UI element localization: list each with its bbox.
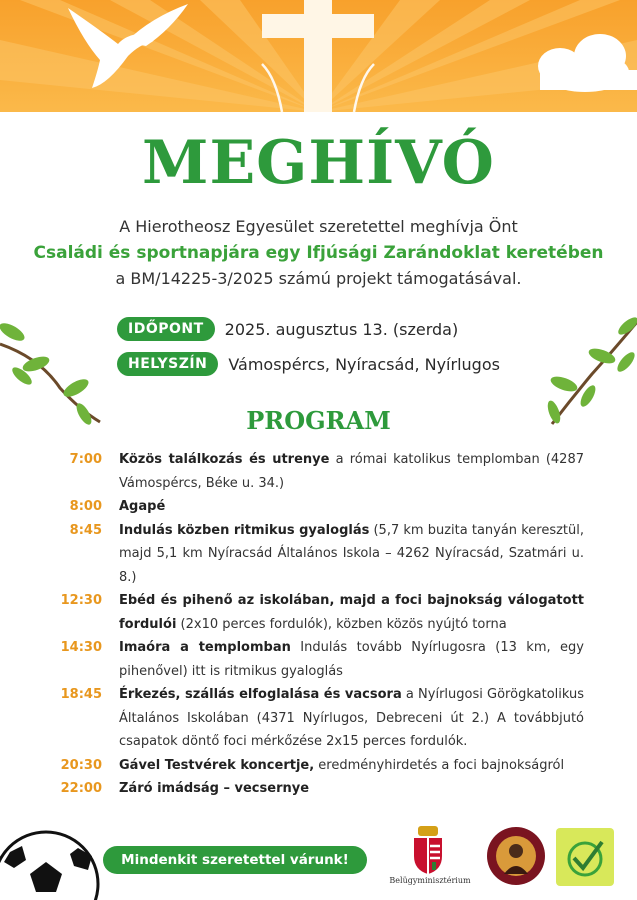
intro-line-2: Családi és sportnapjára egy Ifjúsági Zarándoklat keretében [33,243,604,263]
location-value: Vámospércs, Nyíracsád, Nyírlugos [228,354,500,374]
header-banner [0,0,637,112]
program-title: PROGRAM [246,406,391,435]
program-description: Záró imádság – vecsernye [119,781,310,796]
ministry-caption: Belügyminisztérium [389,876,471,885]
date-label-badge: IDŐPONT [117,317,215,341]
program-time: 8:00 [69,499,102,514]
date-row [117,317,458,341]
program-description: Gável Testvérek koncertje, eredményhirdetés a foci bajnokságról [119,757,565,773]
program-description: Agapé [119,499,166,514]
program-time: 7:00 [69,452,102,467]
hungarian-coat-of-arms-icon [412,826,444,874]
page-title: MEGHÍVÓ [142,128,495,198]
program-item [0,519,637,590]
program-time: 12:30 [60,593,102,608]
intro-line-1: A Hierotheosz Egyesület szeretettel meghívja Önt [119,217,518,236]
program-item [0,495,637,519]
program-description: Ebéd és pihenő az iskolában, majd a foci bajnokság válogatott fordulói (2x10 perces fordulók), közben közös nyújtó torna [119,593,584,632]
intro-text [0,214,637,292]
program-description: Indulás közben ritmikus gyaloglás (5,7 km buzita tanyán keresztül, majd 5,1 km Nyíracsád Általános Iskola – 4262 Nyíracsád, Szatmári u. 8.) [119,522,584,585]
cloud-icon [538,34,637,92]
program-time: 8:45 [69,522,102,538]
program-item [0,448,637,495]
location-row [117,352,500,376]
program-item [0,636,637,683]
program-item [0,754,637,778]
welcome-banner: Mindenkit szeretettel várunk! [103,846,367,874]
program-description: Érkezés, szállás elfoglalása és vacsora a Nyírlugosi Görögkatolikus Általános Iskolában (4371 Nyírlugos, Debreceni út 2.) A továbbjutó csapatok döntő foci mérkőzése 2x15 perces fordulók. [119,687,585,749]
program-time: 20:30 [60,757,102,773]
program-time: 14:30 [60,640,102,655]
intro-line-3: a BM/14225-3/2025 számú projekt támogatásával. [115,269,522,288]
location-label-badge: HELYSZÍN [117,352,218,376]
green-check-logo-icon [556,828,614,886]
soccer-ball-icon [0,822,100,900]
program-item [0,777,637,801]
hierotheosz-egyesulet-seal-icon [486,826,546,886]
program-description: Közös találkozás és utrenye a római katolikus templomban (4287 Vámospércs, Béke u. 34.) [119,452,584,491]
sunburst-illustration [0,0,637,112]
program-item [0,683,637,754]
program-time: 22:00 [60,781,102,796]
program-list [0,448,637,801]
program-time: 18:45 [60,687,102,702]
date-value: 2025. augusztus 13. (szerda) [224,319,459,339]
program-description: Imaóra a templomban Indulás tovább Nyírlugosra (13 km, egy pihenővel) itt is ritmikus gyaloglás [119,640,584,679]
program-item [0,589,637,636]
